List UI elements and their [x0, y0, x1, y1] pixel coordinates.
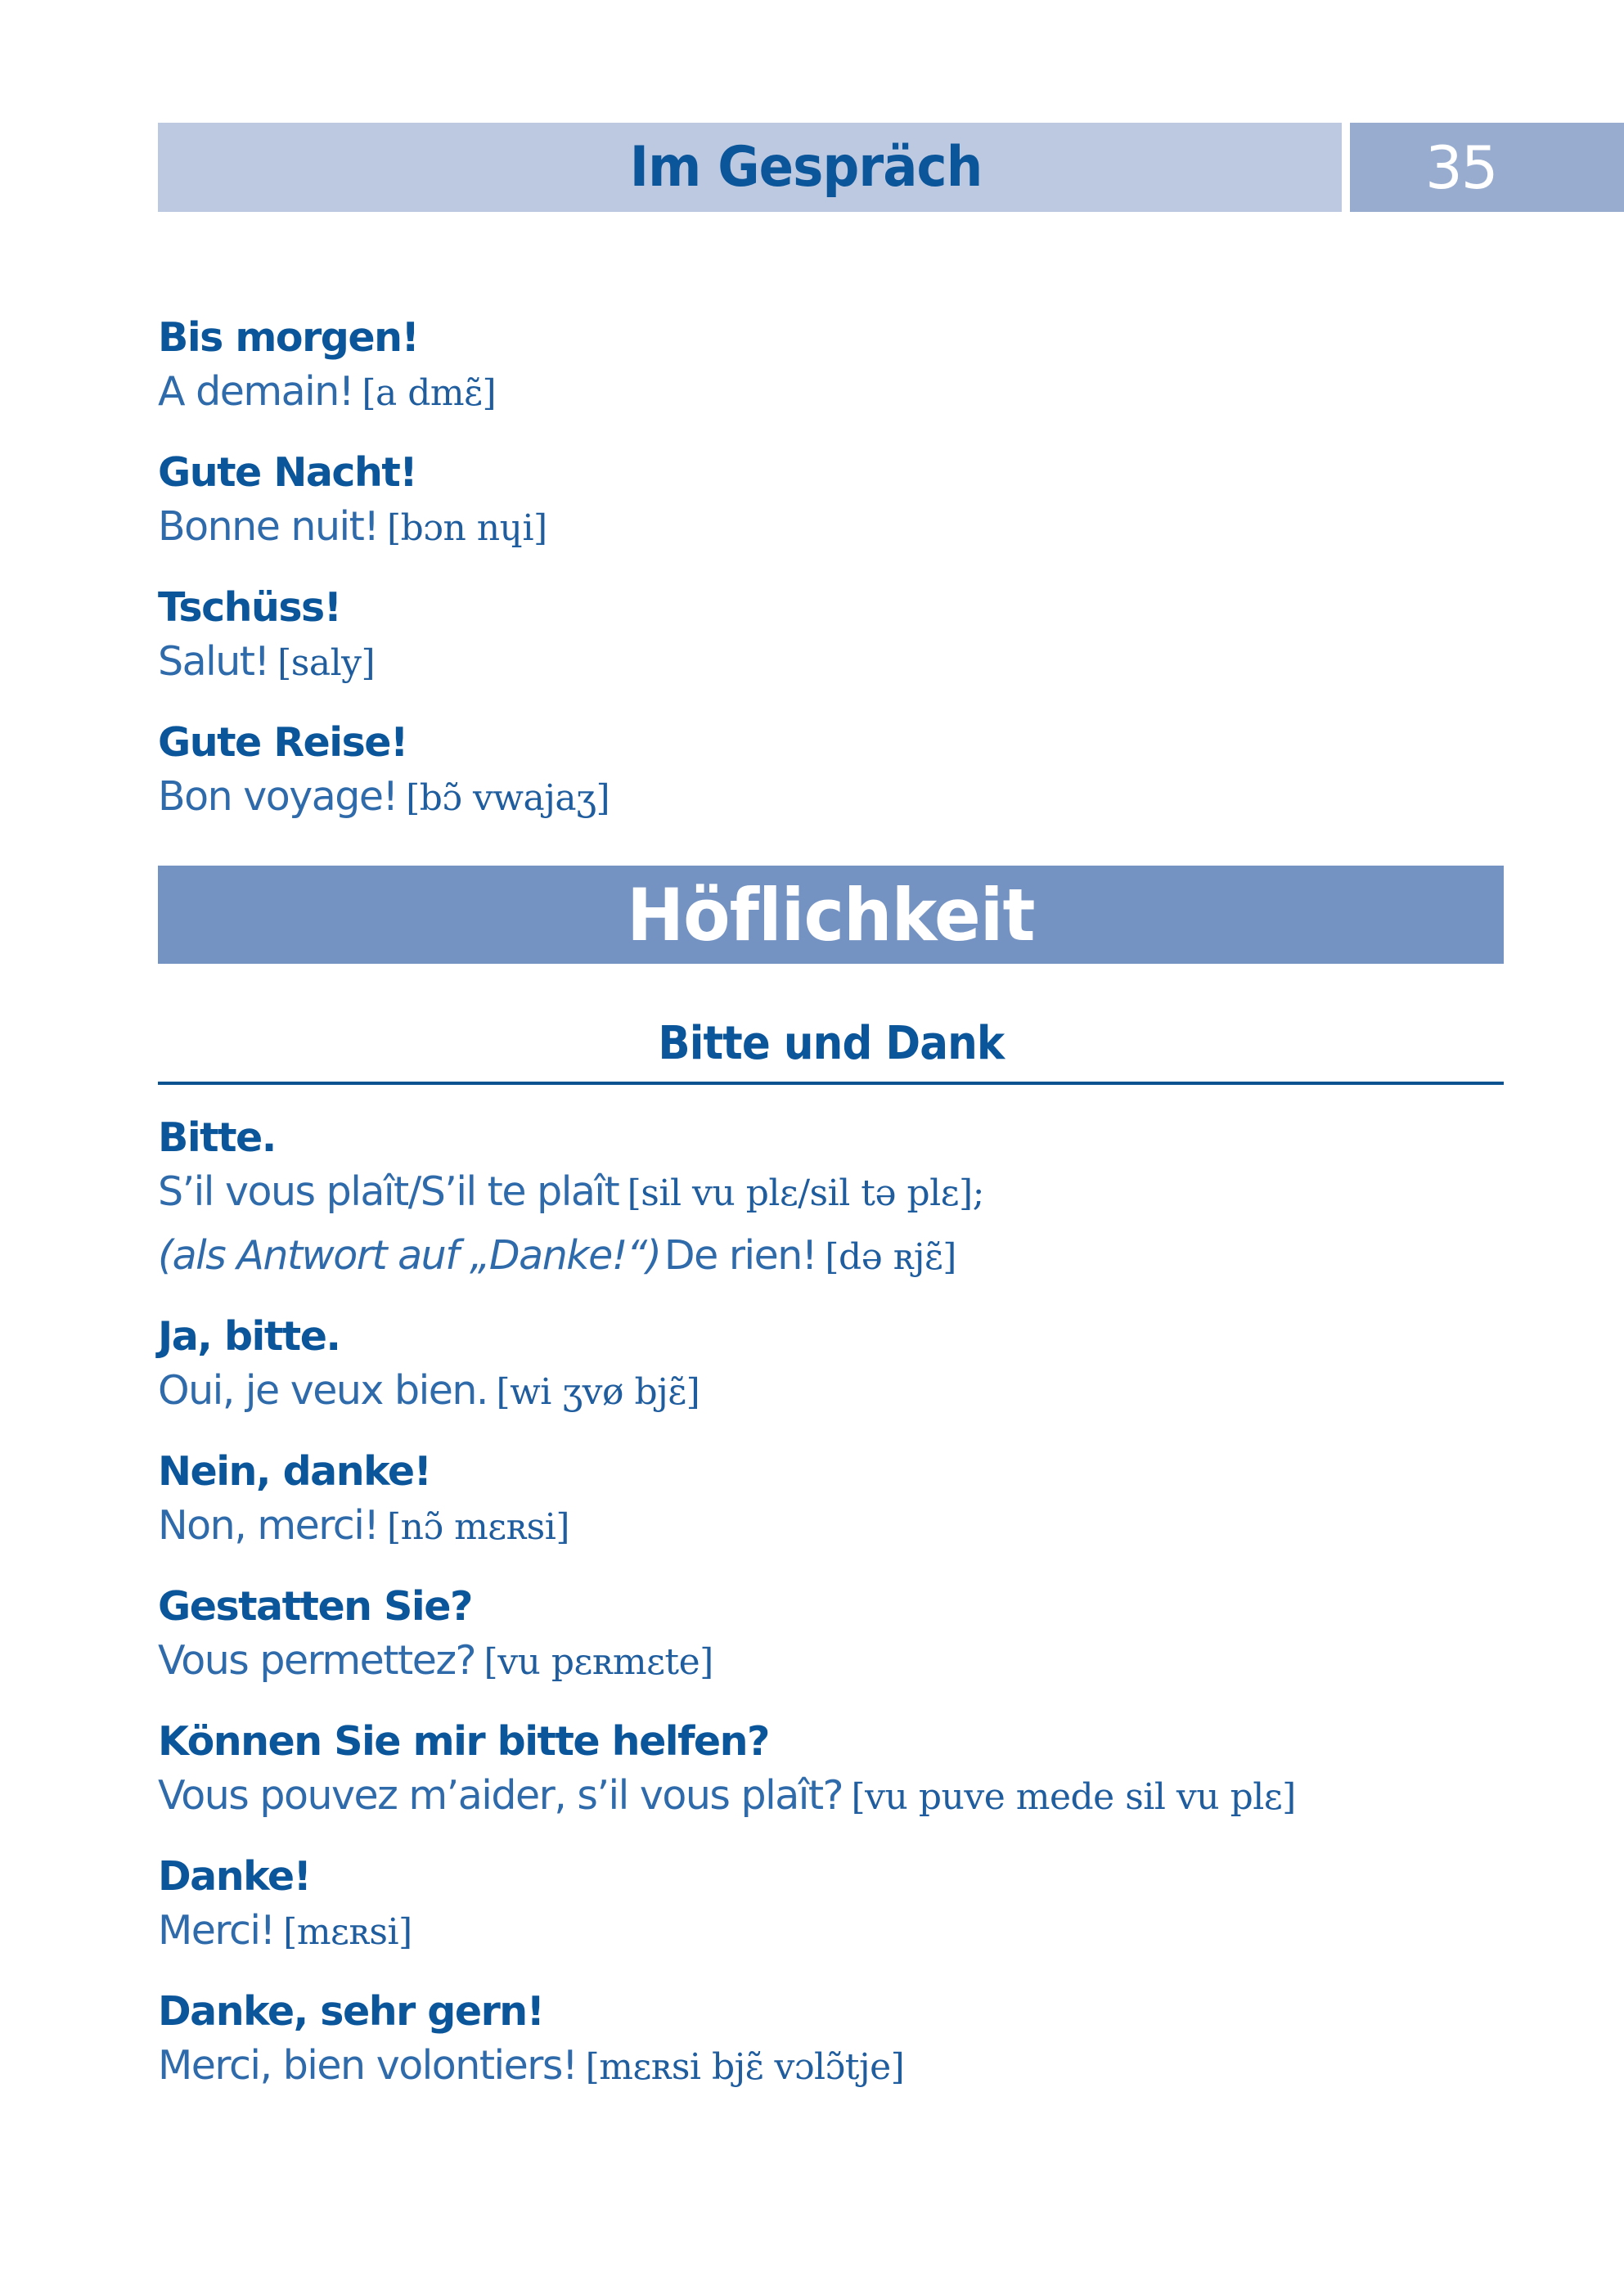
subsection-header	[158, 1011, 1504, 1085]
pronunciation: [saly]	[277, 642, 376, 684]
french-phrase: Non, merci!	[158, 1502, 379, 1549]
german-phrase: Ja, bitte.	[158, 1313, 340, 1360]
french-phrase: A demain!	[158, 368, 353, 415]
german-phrase: Gestatten Sie?	[158, 1583, 472, 1630]
german-phrase: Nein, danke!	[158, 1448, 431, 1495]
french-translation-line	[158, 1165, 1296, 1229]
subsection-title: Bitte und Dank	[658, 1017, 1004, 1070]
french-phrase: Merci!	[158, 1907, 275, 1954]
phrase-entry	[158, 1310, 1296, 1428]
german-phrase: Können Sie mir bitte helfen?	[158, 1718, 769, 1765]
pronunciation: [a dmɛ̃]	[362, 372, 497, 414]
german-phrase: Danke!	[158, 1853, 311, 1900]
french-translation-line	[158, 365, 610, 429]
phrase-entry	[158, 1715, 1296, 1833]
french-translation-line	[158, 2039, 1296, 2103]
running-title: Im Gespräch	[630, 135, 983, 200]
french-translation-line	[158, 770, 610, 834]
phrase-entry	[158, 581, 610, 699]
german-phrase: Danke, sehr gern!	[158, 1988, 544, 2035]
phrase-entry	[158, 1580, 1296, 1698]
section-header-bar	[158, 866, 1504, 964]
greetings-list	[158, 311, 610, 851]
french-translation-line	[158, 635, 610, 699]
phrase-entry	[158, 1985, 1296, 2103]
french-phrase: Vous permettez?	[158, 1637, 476, 1684]
french-phrase: Bonne nuit!	[158, 503, 379, 550]
pronunciation: [mɛʀsi]	[283, 1911, 412, 1953]
phrase-entry	[158, 716, 610, 834]
pronunciation: [mɛʀsi bjɛ̃ vɔlɔ̃tje]	[585, 2046, 905, 2088]
pronunciation: [sil vu plɛ/sil tə plɛ];	[627, 1172, 984, 1214]
pronunciation: [vu pɛʀmɛte]	[484, 1641, 713, 1683]
phrase-entry	[158, 1445, 1296, 1563]
pronunciation: [də ʀjɛ̃]	[825, 1236, 956, 1278]
page-number: 35	[1425, 133, 1497, 202]
pronunciation: [nɔ̃ mɛʀsi]	[386, 1506, 569, 1548]
french-translation-line	[158, 1499, 1296, 1563]
politeness-list	[158, 1111, 1296, 2120]
french-phrase: Salut!	[158, 638, 269, 685]
phrase-entry	[158, 1850, 1296, 1968]
pronunciation: [bɔ̃ vwajaʒ]	[406, 777, 610, 819]
german-phrase: Gute Reise!	[158, 719, 407, 766]
section-title: Höflichkeit	[627, 872, 1035, 957]
page-number-box	[1350, 123, 1624, 212]
phrase-entry	[158, 446, 610, 564]
french-phrase: S’il vous plaît/S’il te plaît	[158, 1168, 619, 1215]
pronunciation: [bɔn nɥi]	[386, 507, 547, 549]
french-translation-line	[158, 1904, 1296, 1968]
phrase-entry	[158, 311, 610, 429]
german-phrase: Gute Nacht!	[158, 449, 417, 496]
french-translation-line	[158, 500, 610, 564]
german-phrase: Bis morgen!	[158, 314, 419, 361]
french-translation-line	[158, 1769, 1296, 1833]
french-phrase: Merci, bien volontiers!	[158, 2042, 578, 2089]
german-phrase: Bitte.	[158, 1114, 276, 1161]
running-header-bar	[158, 123, 1342, 212]
pronunciation: [wi ʒvø bjɛ̃]	[496, 1371, 700, 1413]
phrase-entry	[158, 1111, 1296, 1293]
french-translation-line	[158, 1634, 1296, 1698]
french-translation-line-2	[158, 1229, 1296, 1293]
french-phrase: De rien!	[664, 1232, 816, 1279]
german-phrase: Tschüss!	[158, 584, 341, 631]
french-phrase: Oui, je veux bien.	[158, 1367, 488, 1414]
french-translation-line	[158, 1364, 1296, 1428]
french-phrase: Vous pouvez m’aider, s’il vous plaît?	[158, 1772, 843, 1819]
pronunciation: [vu puve mede sil vu plɛ]	[851, 1776, 1296, 1818]
usage-note: (als Antwort auf „Danke!“)	[158, 1232, 661, 1279]
french-phrase: Bon voyage!	[158, 773, 398, 820]
